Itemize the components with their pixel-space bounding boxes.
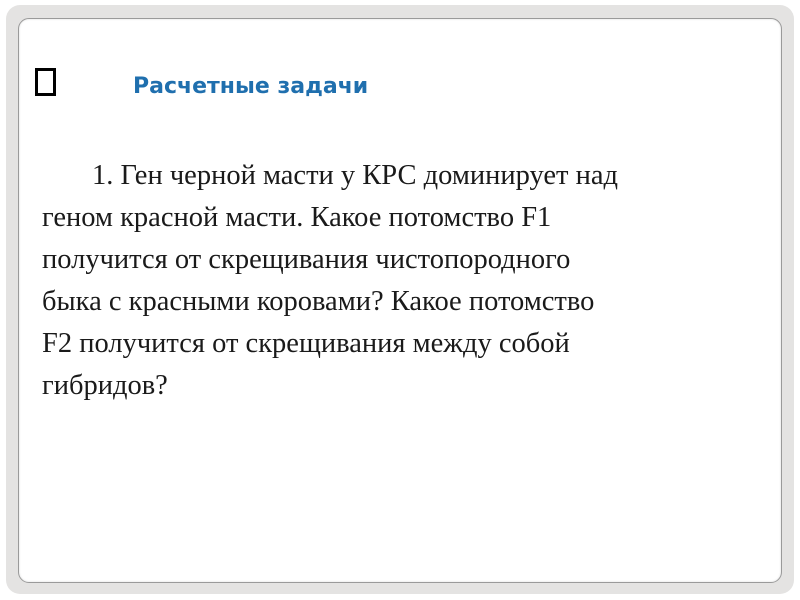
problem-line: геном красной масти. Какое потомство F1 <box>42 202 552 233</box>
square-bullet-icon <box>35 68 56 96</box>
problem-line: F2 получится от скрещивания между собой <box>42 328 570 359</box>
problem-line: быка с красными коровами? Какое потомство <box>42 286 595 317</box>
problem-number: 1. <box>92 160 114 191</box>
slide-title: Расчетные задачи <box>133 74 369 99</box>
problem-line: гибридов? <box>42 370 168 401</box>
problem-line: получится от скрещивания чистопородного <box>42 244 571 275</box>
problem-line: Ген черной масти у КРС доминирует над <box>120 160 619 191</box>
problem-text <box>42 155 782 407</box>
